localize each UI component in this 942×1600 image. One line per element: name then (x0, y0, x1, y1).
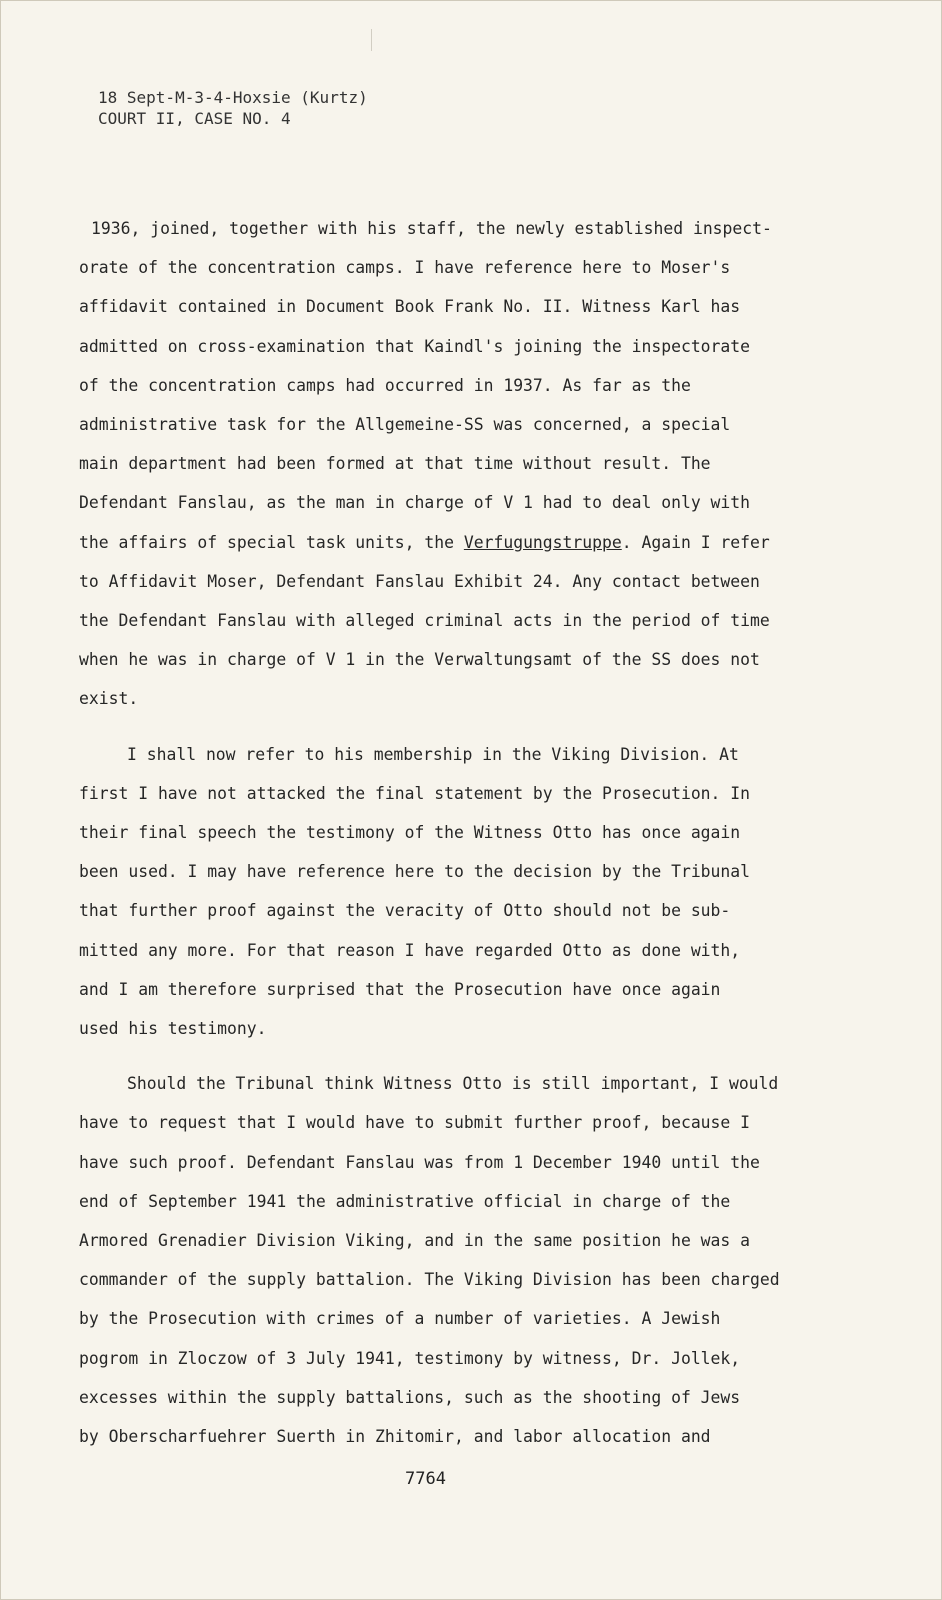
text-line: by the Prosecution with crimes of a number of varieties. A Jewish (79, 1309, 721, 1329)
underlined-term: Verfugungstruppe (463, 532, 622, 552)
header-line-1: 18 Sept-M-3-4-Hoxsie (Kurtz) (98, 88, 368, 107)
text-line: 1936, joined, together with his staff, the newly established inspect- (91, 219, 772, 238)
text-line: and I am therefore surprised that the Prosecution have once again (79, 979, 721, 999)
paragraph-1 (79, 209, 809, 719)
text-line: excesses within the supply battalions, such as the shooting of Jews (79, 1387, 741, 1407)
text-line: Armored Grenadier Division Viking, and in the same position he was a (79, 1231, 751, 1251)
text-line: Defendant Fanslau, as the man in charge of V 1 had to deal only with (79, 493, 751, 513)
paragraph-2 (79, 735, 809, 1049)
text-line: have to request that I would have to submit further proof, because I (79, 1113, 751, 1133)
text-line: have such proof. Defendant Fanslau was from 1 December 1940 until the (79, 1152, 760, 1172)
text-segment: the affairs of special task units, the (79, 532, 464, 552)
pencil-mark (371, 29, 376, 51)
text-line: by Oberscharfuehrer Suerth in Zhitomir, and labor allocation and (79, 1427, 711, 1447)
text-line: been used. I may have reference here to the decision by the Tribunal (79, 862, 751, 882)
text-line: their final speech the testimony of the Witness Otto has once again (79, 823, 741, 843)
page-number: 7764 (405, 1469, 446, 1489)
header (98, 87, 368, 129)
body-text (79, 209, 809, 1472)
text-line: end of September 1941 the administrative official in charge of the (79, 1191, 731, 1211)
text-line: exist. (79, 689, 139, 709)
paragraph-3 (79, 1064, 809, 1456)
text-line: admitted on cross-examination that Kaindl's joining the inspectorate (79, 336, 751, 356)
text-line: mitted any more. For that reason I have regarded Otto as done with, (79, 940, 741, 960)
text-line: administrative task for the Allgemeine-SS was concerned, a special (79, 415, 731, 435)
text-line: of the concentration camps had occurred in 1937. As far as the (79, 375, 691, 395)
text-line: that further proof against the veracity of Otto should not be sub- (79, 901, 731, 921)
text-line: affidavit contained in Document Book Frank No. II. Witness Karl has (79, 297, 741, 317)
text-line: pogrom in Zloczow of 3 July 1941, testimony by witness, Dr. Jollek, (79, 1348, 741, 1368)
text-line: when he was in charge of V 1 in the Verwaltungsamt of the SS does not (79, 650, 760, 670)
text-line: orate of the concentration camps. I have reference here to Moser's (79, 258, 731, 278)
text-line: Should the Tribunal think Witness Otto is still important, I would (127, 1074, 779, 1094)
text-line: first I have not attacked the final statement by the Prosecution. In (79, 783, 751, 803)
text-line: I shall now refer to his membership in the Viking Division. At (127, 744, 739, 764)
text-line: used his testimony. (79, 1019, 267, 1039)
header-line-2: COURT II, CASE NO. 4 (98, 109, 291, 128)
text-line: main department had been formed at that time without result. The (79, 454, 711, 474)
text-segment: . Again I refer (621, 532, 770, 552)
text-line (79, 523, 809, 562)
text-line: the Defendant Fanslau with alleged criminal acts in the period of time (79, 611, 770, 631)
text-line: to Affidavit Moser, Defendant Fanslau Exhibit 24. Any contact between (79, 571, 760, 591)
text-line: commander of the supply battalion. The Viking Division has been charged (79, 1270, 780, 1290)
